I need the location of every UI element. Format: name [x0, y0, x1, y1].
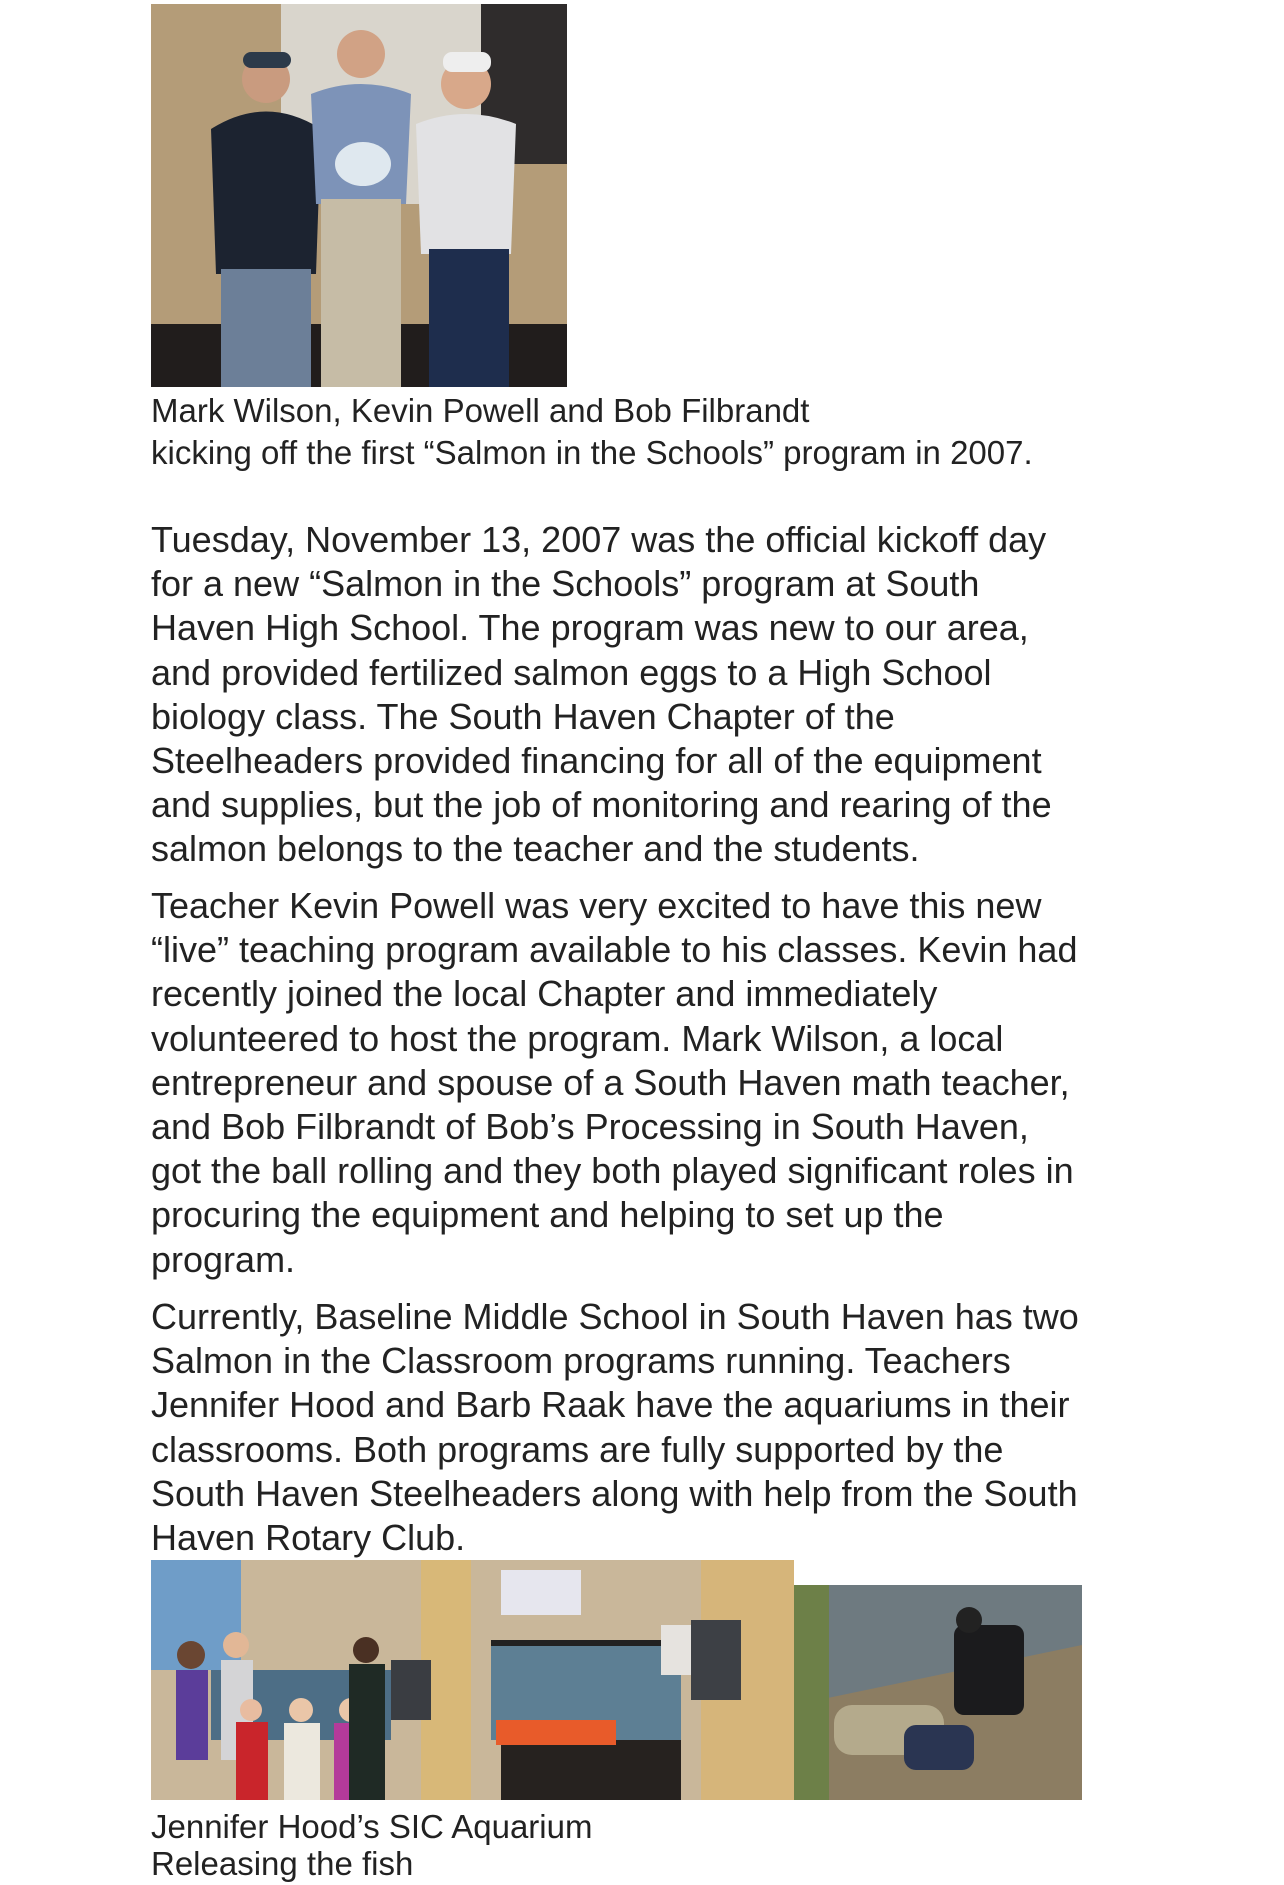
article-paragraph-3: [151, 1295, 1079, 1560]
text-line: and supplies, but the job of monitoring and rearing of the: [151, 784, 1052, 826]
text-line: South Haven Steelheaders along with help from the South: [151, 1472, 1078, 1514]
article-paragraph-1: [151, 518, 1052, 872]
text-line: biology class. The South Haven Chapter of the: [151, 695, 895, 737]
text-line: for a new “Salmon in the Schools” program at South: [151, 563, 980, 605]
bottom-caption-line-1: Jennifer Hood’s SIC Aquarium: [151, 1808, 593, 1845]
article-paragraph-2: [151, 884, 1077, 1282]
text-line: Steelheaders provided financing for all of the equipment: [151, 740, 1042, 782]
text-line: “live” teaching program available to his classes. Kevin had: [151, 929, 1078, 971]
students-aquarium-photo: [151, 1560, 471, 1800]
text-line: classrooms. Both programs are fully supported by the: [151, 1428, 1004, 1470]
text-line: Haven High School. The program was new to our area,: [151, 607, 1029, 649]
kickoff-photo-illustration: [151, 4, 567, 387]
kickoff-photo: [151, 4, 567, 387]
fish-release-illustration: [794, 1585, 1082, 1800]
aquarium-tank-photo: [471, 1560, 794, 1800]
top-photo-caption-line-1: Mark Wilson, Kevin Powell and Bob Filbrandt: [151, 392, 810, 429]
text-line: Haven Rotary Club.: [151, 1517, 466, 1559]
text-line: recently joined the local Chapter and immediately: [151, 973, 938, 1015]
text-line: procuring the equipment and helping to set up the: [151, 1194, 944, 1236]
text-line: got the ball rolling and they both played significant roles in: [151, 1150, 1074, 1192]
text-line: volunteered to host the program. Mark Wilson, a local: [151, 1017, 1004, 1059]
text-line: and provided fertilized salmon eggs to a High School: [151, 651, 992, 693]
text-line: Salmon in the Classroom programs running. Teachers: [151, 1340, 1011, 1382]
text-line: entrepreneur and spouse of a South Haven math teacher,: [151, 1061, 1070, 1103]
text-line: salmon belongs to the teacher and the students.: [151, 828, 920, 870]
top-photo-caption-line-2: kicking off the first “Salmon in the Schools” program in 2007.: [151, 434, 1033, 471]
text-line: Currently, Baseline Middle School in South Haven has two: [151, 1296, 1079, 1337]
text-line: program.: [151, 1238, 296, 1280]
students-aquarium-illustration: [151, 1560, 471, 1800]
text-line: Teacher Kevin Powell was very excited to have this new: [151, 885, 1042, 926]
text-line: Jennifer Hood and Barb Raak have the aquariums in their: [151, 1384, 1070, 1426]
aquarium-tank-illustration: [471, 1560, 794, 1800]
bottom-caption-line-2: Releasing the fish: [151, 1845, 414, 1882]
text-line: Tuesday, November 13, 2007 was the official kickoff day: [151, 519, 1047, 560]
fish-release-photo: [794, 1585, 1082, 1800]
text-line: and Bob Filbrandt of Bob’s Processing in South Haven,: [151, 1106, 1029, 1148]
